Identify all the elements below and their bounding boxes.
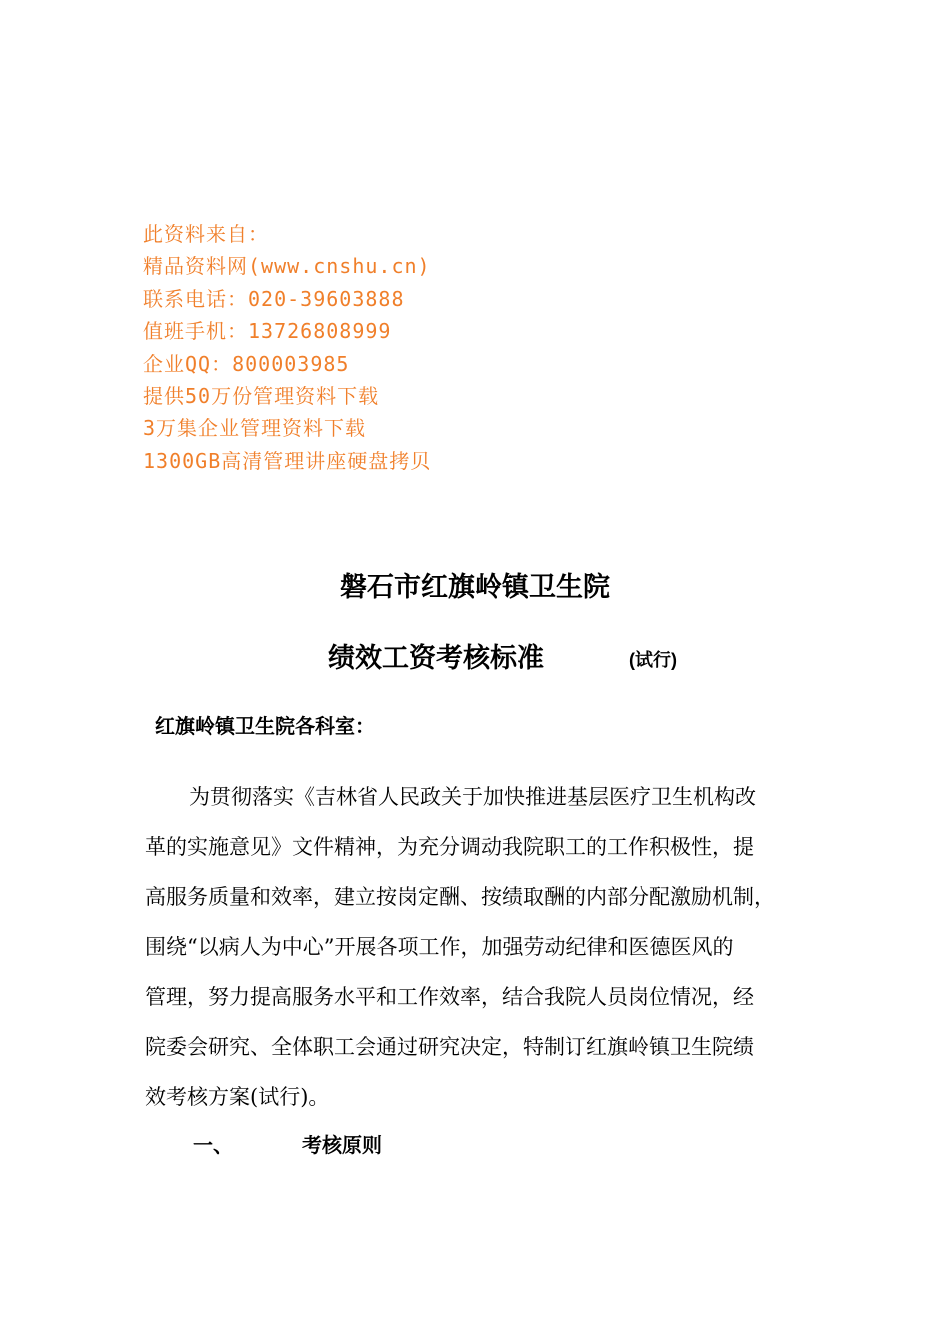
promo-line-offer-2: 3万集企业管理资料下载 <box>143 416 367 441</box>
body-line: 革的实施意见》文件精神，为充分调动我院职工的工作积极性，提 <box>145 835 754 859</box>
promo-line-phone: 联系电话：020-39603888 <box>143 286 405 311</box>
promo-line-qq: 企业QQ：800003985 <box>143 351 350 376</box>
body-line: 管理，努力提高服务水平和工作效率，结合我院人员岗位情况，经 <box>145 985 754 1009</box>
body-paragraph <box>145 772 810 1122</box>
promo-line-website: 精品资料网(www.cnshu.cn) <box>143 254 431 279</box>
body-line: 围绕“以病人为中心”开展各项工作，加强劳动纪律和医德医风的 <box>145 935 734 959</box>
section-number: 一、 <box>193 1133 233 1157</box>
document-title: 磐石市红旗岭镇卫生院 <box>340 572 610 603</box>
promo-line-offer-3: 1300GB高清管理讲座硬盘拷贝 <box>143 448 432 473</box>
promo-line-mobile: 值班手机：13726808999 <box>143 319 392 344</box>
body-line: 效考核方案(试行)。 <box>145 1085 330 1109</box>
promo-block <box>143 218 431 477</box>
section-title: 考核原则 <box>302 1133 382 1157</box>
body-line: 院委会研究、全体职工会通过研究决定，特制订红旗岭镇卫生院绩 <box>145 1035 754 1059</box>
promo-line-offer-1: 提供50万份管理资料下载 <box>143 384 380 409</box>
subtitle-note: (试行) <box>629 650 677 670</box>
promo-line-source: 此资料来自： <box>143 222 269 246</box>
body-line: 为贯彻落实《吉林省人民政关于加快推进基层医疗卫生机构改 <box>189 785 756 809</box>
salutation: 红旗岭镇卫生院各科室： <box>155 714 375 738</box>
body-line: 高服务质量和效率，建立按岗定酬、按绩取酬的内部分配激励机制， <box>145 885 775 909</box>
document-subtitle: 绩效工资考核标准 <box>328 643 544 674</box>
